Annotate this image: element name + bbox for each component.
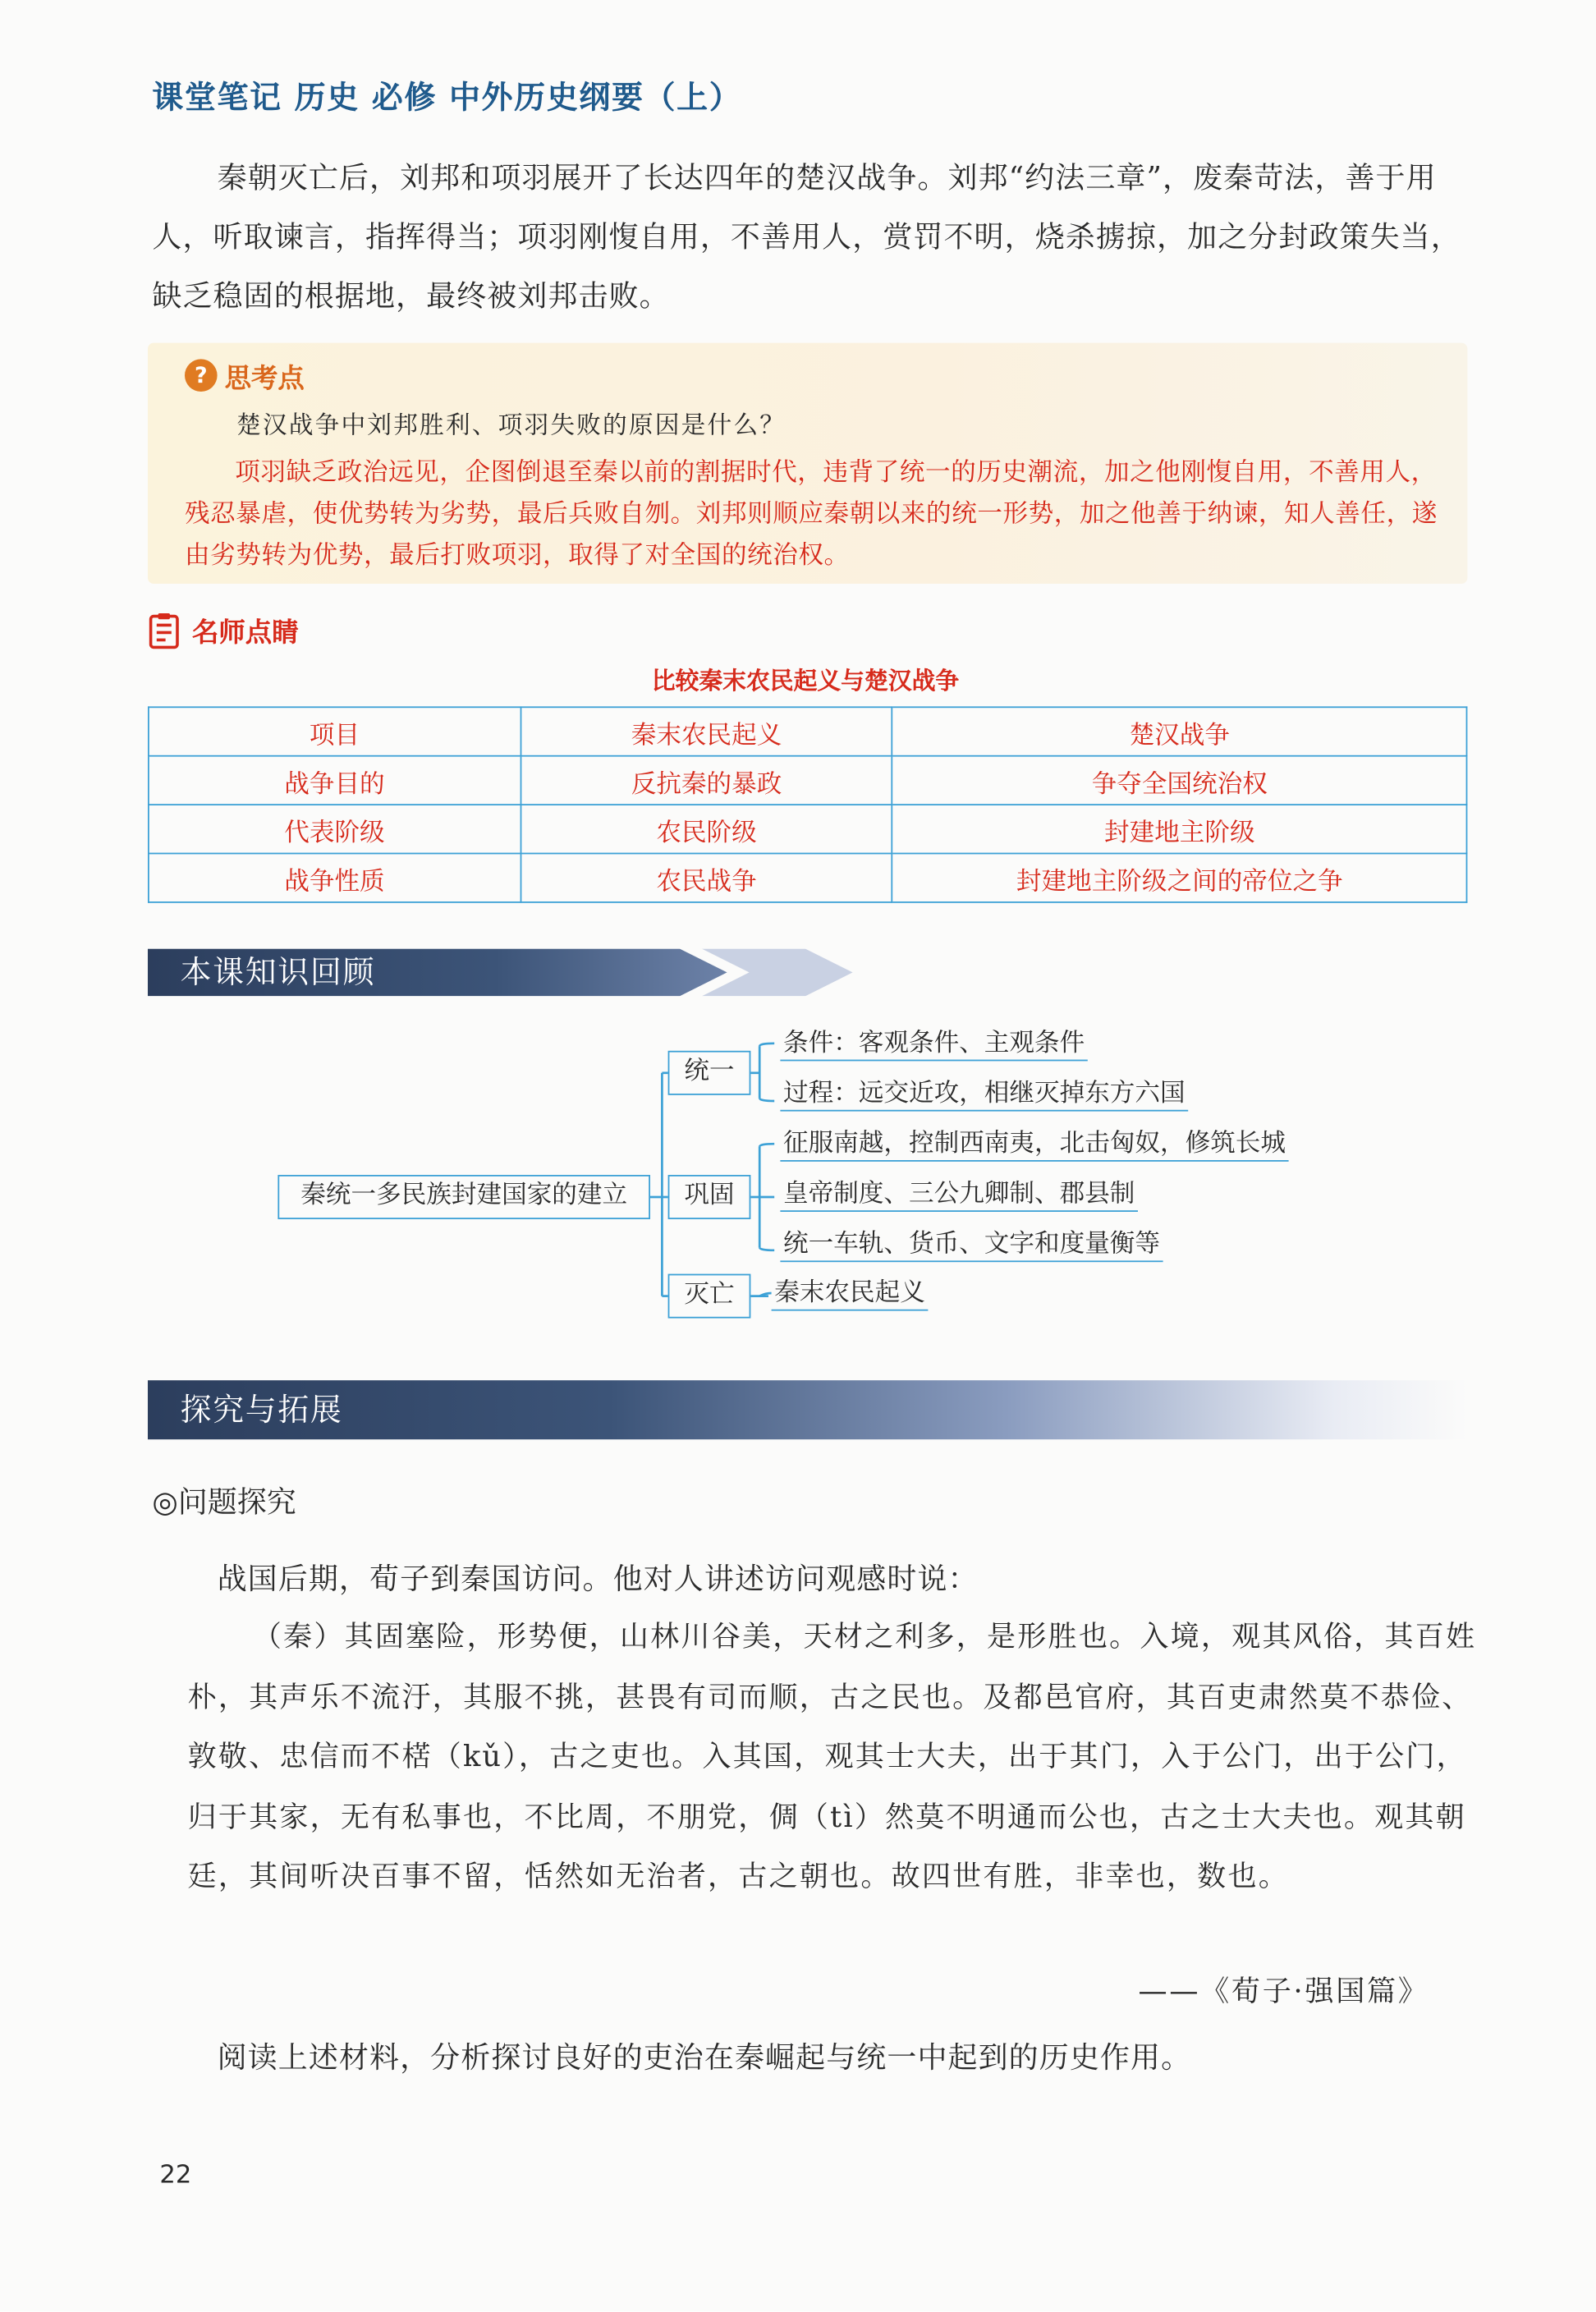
- mind-map-root: 秦统一多民族封建国家的建立: [277, 1175, 650, 1219]
- think-point-answer: [185, 452, 1448, 576]
- explore-banner: 探究与拓展: [148, 1380, 1467, 1439]
- inquiry-intro-text: 战国后期，荀子到秦国访问。他对人讲述访问观感时说：: [217, 1560, 979, 1596]
- inquiry-subheading: ◎问题探究: [152, 1484, 296, 1520]
- notepad-icon: [148, 612, 183, 650]
- table-row: [149, 805, 1467, 853]
- table-cell: 封建地主阶级: [892, 805, 1466, 853]
- mind-map-branch-consolidate: 巩固: [668, 1175, 751, 1219]
- running-header: 课堂笔记 历史 必修 中外历史纲要（上）: [152, 80, 742, 116]
- intro-paragraph: [152, 148, 1482, 325]
- page-number: 22: [159, 2160, 192, 2190]
- mind-map-branch-unify: 统一: [668, 1051, 751, 1095]
- question-icon: ?: [185, 359, 218, 392]
- think-point-label: 思考点: [224, 363, 305, 395]
- mind-map-leaf: 秦末农民起义: [772, 1277, 929, 1310]
- table-cell: 农民战争: [521, 854, 892, 902]
- comparison-table-title: 比较秦末农民起义与楚汉战争: [651, 666, 960, 695]
- teacher-tip-label: 名师点睛: [192, 617, 299, 649]
- think-point-question: 楚汉战争中刘邦胜利、项羽失败的原因是什么？: [236, 411, 787, 439]
- table-header-row: [149, 707, 1467, 755]
- table-cell: 战争目的: [149, 756, 521, 805]
- mind-map-leaf: 条件：客观条件、主观条件: [780, 1027, 1087, 1061]
- comparison-table: [148, 706, 1467, 902]
- intro-paragraph-text: 秦朝灭亡后，刘邦和项羽展开了长达四年的楚汉战争。刘邦“约法三章”，废秦苛法，善于用人，听取谏言，指挥得当；项羽刚愎自用，不善用人，赏罚不明，烧杀掳掠，加之分封政策失当，缺乏稳固的根据地，最终被刘邦击败。: [152, 159, 1461, 314]
- table-cell: 农民阶级: [521, 805, 892, 853]
- table-cell: 战争性质: [149, 854, 521, 902]
- table-row: [149, 756, 1467, 805]
- xunzi-quote-text: （秦）其固塞险，形势便，山林川谷美，天材之利多，是形胜也。入境，观其风俗，其百姓朴，其声乐不流汙，其服不挑，甚畏有司而顺，古之民也。及都邑官府，其百吏肃然莫不恭俭、敦敬、忠信而不楛（kǔ），古之吏也。入其国，观其士大夫，出于其门，入于公门，出于公门，归于其家，无有私事也，不比周，不朋党，倜（tì）然莫不明通而公也，古之士大夫也。观其朝廷，其间听决百事不留，恬然如无治者，古之朝也。故四世有胜，非幸也，数也。: [187, 1619, 1477, 1894]
- mind-map-leaf: 皇帝制度、三公九卿制、郡县制: [780, 1178, 1138, 1212]
- inquiry-intro: [152, 1548, 1482, 1608]
- mind-map-leaf: 统一车轨、货币、文字和度量衡等: [780, 1228, 1163, 1262]
- table-cell: 封建地主阶级之间的帝位之争: [892, 854, 1466, 902]
- inquiry-question-text: 阅读上述材料，分析探讨良好的吏治在秦崛起与统一中起到的历史作用。: [217, 2039, 1192, 2076]
- review-banner: 本课知识回顾: [180, 954, 376, 990]
- table-cell: 秦末农民起义: [521, 707, 892, 755]
- table-cell: 反抗秦的暴政: [521, 756, 892, 805]
- mind-map-leaf: 过程：远交近攻，相继灭掉东方六国: [780, 1077, 1188, 1111]
- table-cell: 代表阶级: [149, 805, 521, 853]
- table-cell: 项目: [149, 707, 521, 755]
- think-point-answer-text: 项羽缺乏政治远见，企图倒退至秦以前的割据时代，违背了统一的历史潮流，加之他刚愎自用，不善用人，残忍暴虐，使优势转为劣势，最后兵败自刎。刘邦则顺应秦朝以来的统一形势，加之他善于纳谏，知人善任，遂由劣势转为优势，最后打败项羽，取得了对全国的统治权。: [185, 458, 1438, 571]
- quote-source: ——《荀子·强国篇》: [1138, 1974, 1429, 2009]
- table-row: [149, 854, 1467, 902]
- table-cell: 争夺全国统治权: [892, 756, 1466, 805]
- inquiry-question: [152, 2028, 1482, 2087]
- table-cell: 楚汉战争: [892, 707, 1466, 755]
- mind-map-branch-fall: 灭亡: [668, 1274, 751, 1319]
- xunzi-quote: [188, 1608, 1483, 1907]
- mind-map-leaf: 征服南越，控制西南夷，北击匈奴，修筑长城: [780, 1127, 1288, 1161]
